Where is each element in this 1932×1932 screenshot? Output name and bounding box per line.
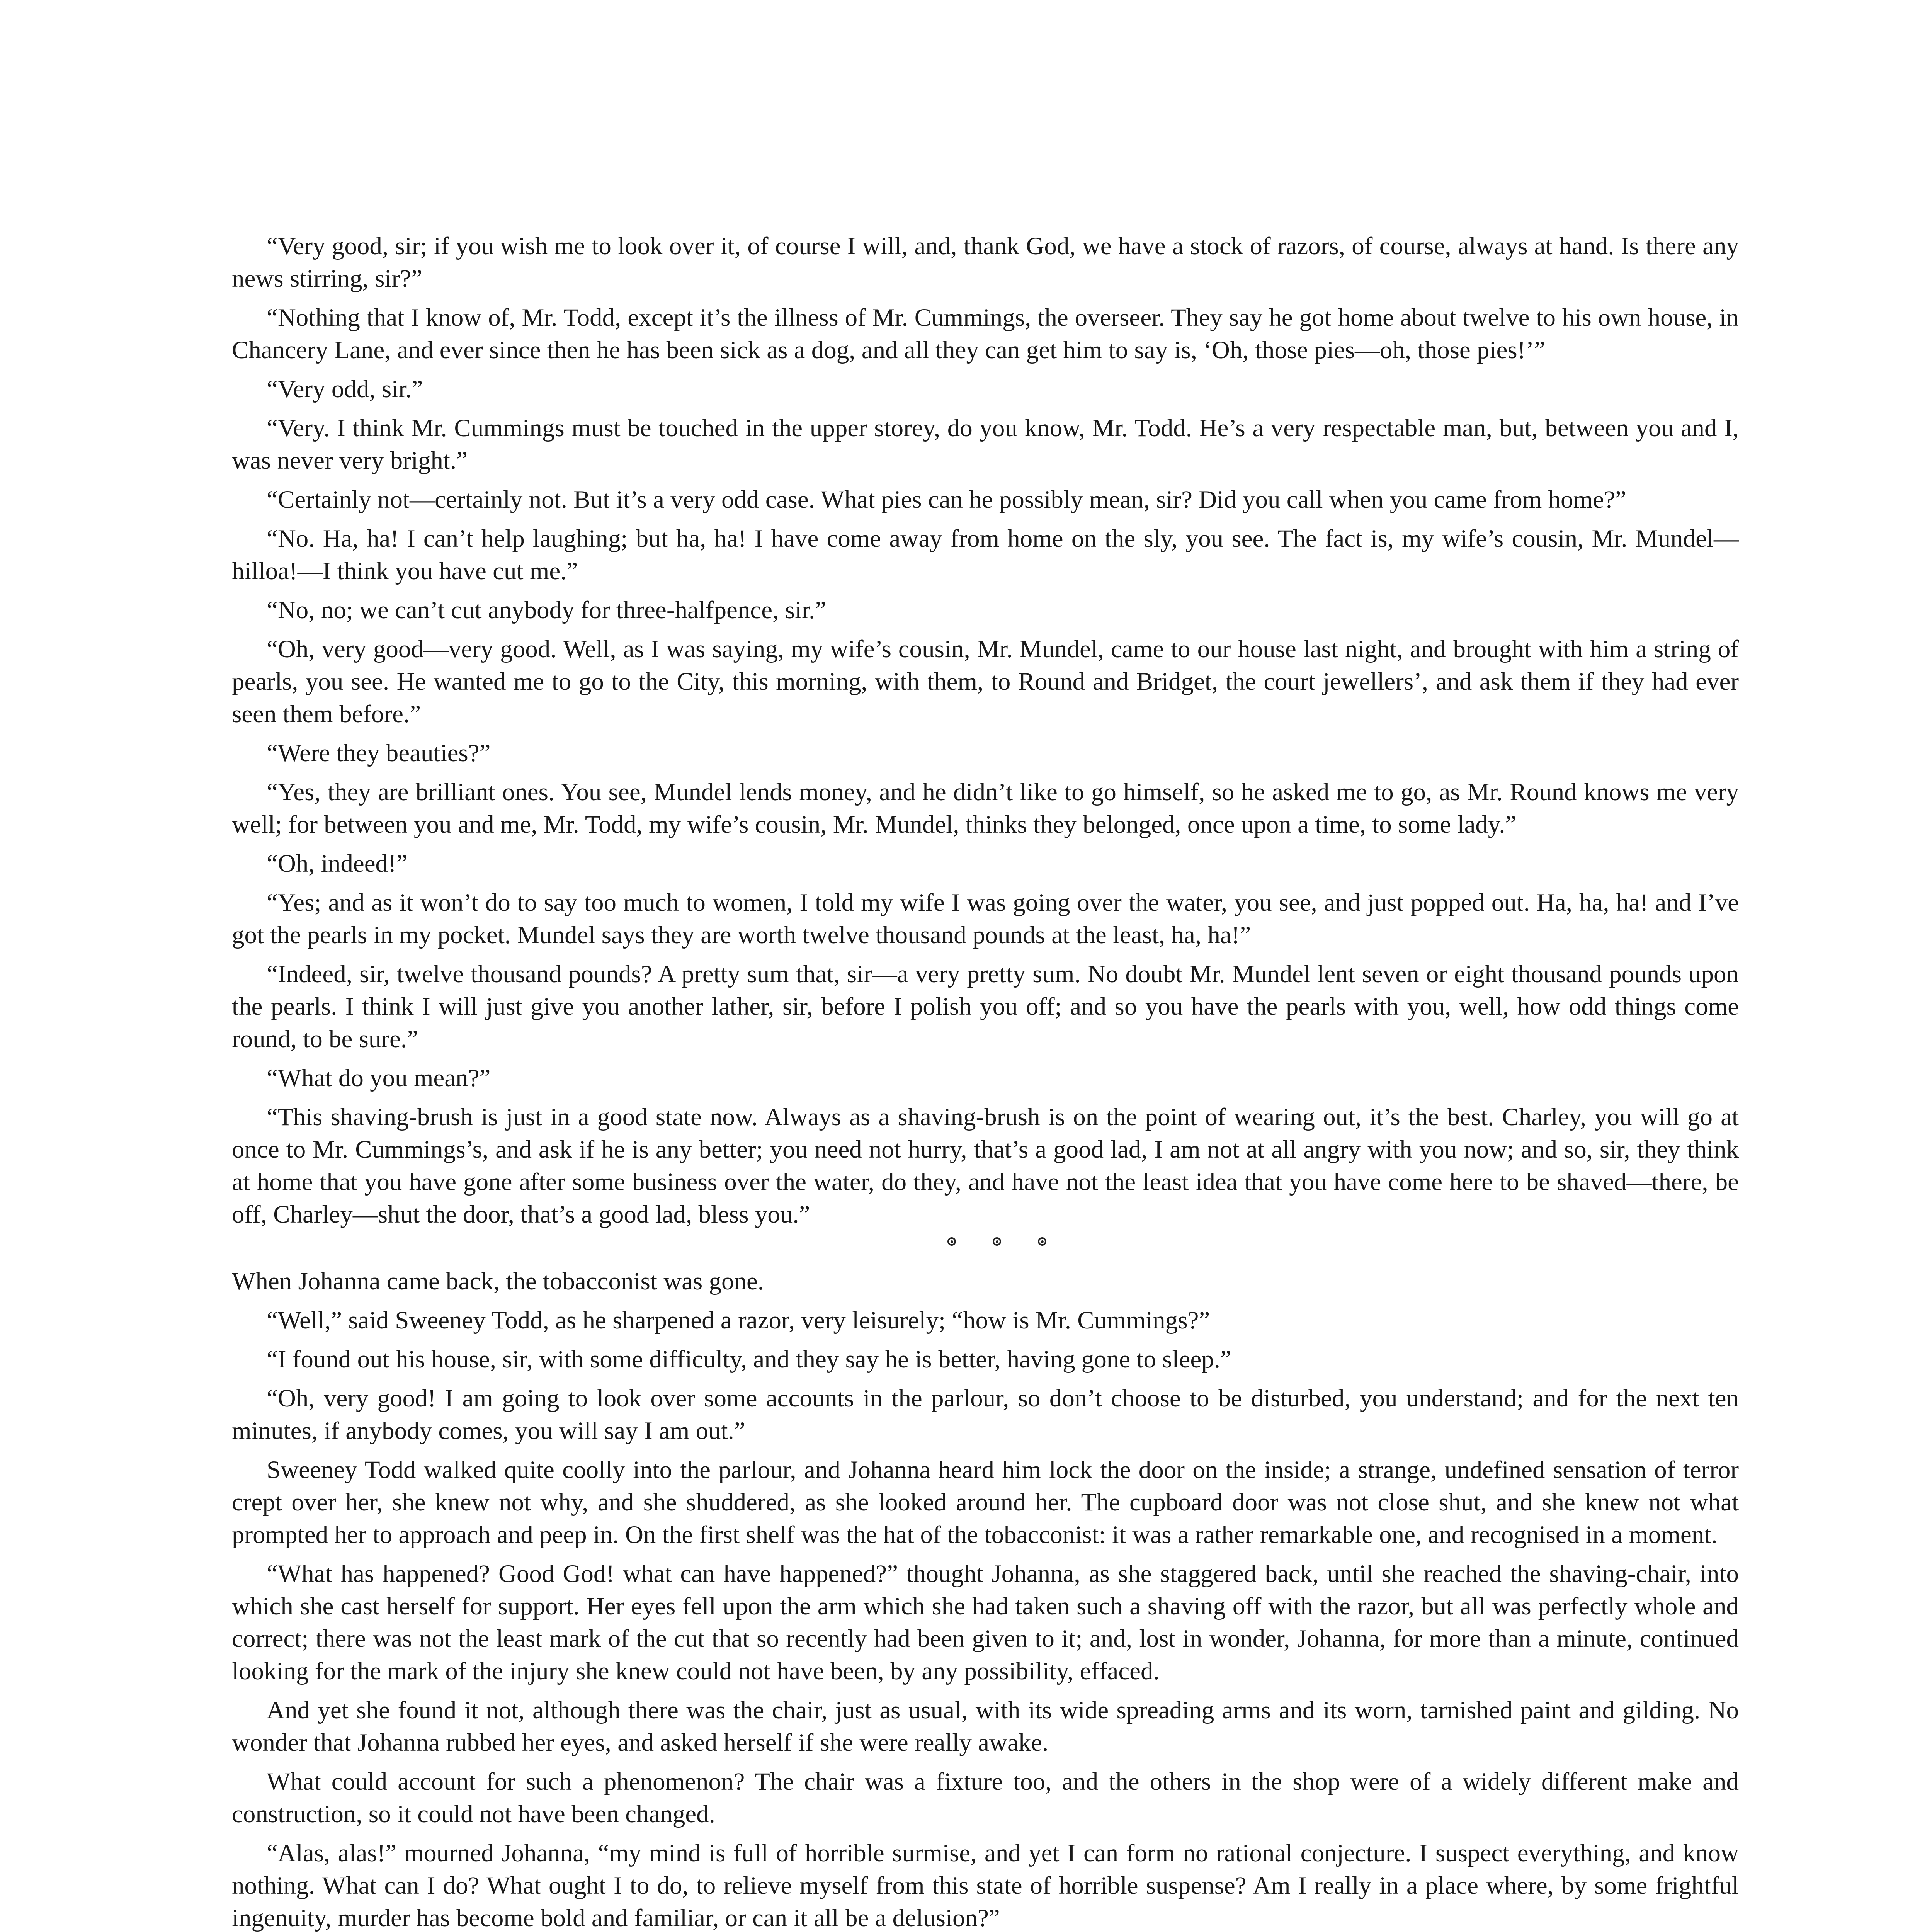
paragraph: “No. Ha, ha! I can’t help laughing; but ha, ha! I have come away from home on the sly, you see. The fact is, my wife’s cousin, Mr. Mundel—hilloa!—I think you have cut me.” [232, 525, 1739, 585]
page-text [232, 230, 1739, 1932]
paragraph: What could account for such a phenomenon? The chair was a fixture too, and the others in the shop were of a widely different make and construction, so it could not have been changed. [232, 1768, 1739, 1828]
paragraph: “Yes; and as it won’t do to say too much to women, I told my wife I was going over the water, you see, and just popped out. Ha, ha, ha! and I’ve got the pearls in my pocket. Mundel says they are worth twelve thousand pounds at the least, ha, ha!” [232, 889, 1739, 949]
paragraph: “Oh, very good—very good. Well, as I was saying, my wife’s cousin, Mr. Mundel, came to our house last night, and brought with him a string of pearls, you see. He wanted me to go to the City, this morning, with them, to Round and Bridget, the court jewellers’, and ask them if they had ever seen them before.” [232, 635, 1739, 728]
paragraph: “What has happened? Good God! what can have happened?” thought Johanna, as she staggered back, until she reached the shaving-chair, into which she cast herself for support. Her eyes fell upon the arm which she had taken such a shaving off with the razor, but all was perfectly whole and correct; there was not the least mark of the cut that so recently had been given to it; and, lost in wonder, Johanna, for more than a minute, continued looking for the mark of the injury she knew could not have been, by any possibility, effaced. [232, 1560, 1739, 1685]
paragraph: “Alas, alas!” mourned Johanna, “my mind is full of horrible surmise, and yet I can form no rational conjecture. I suspect everything, and know nothing. What can I do? What ought I to do, to relieve myself from this state of horrible suspense? Am I really in a place where, by some frightful ingenuity, murder has become bold and familiar, or can it all be a delusion?” [232, 1839, 1739, 1932]
bullet-icon [993, 1237, 1001, 1246]
paragraph: “Yes, they are brilliant ones. You see, Mundel lends money, and he didn’t like to go himself, so he asked me to go, as Mr. Round knows me very well; for between you and me, Mr. Todd, my wife’s cousin, Mr. Mundel, thinks they belonged, once upon a time, to some lady.” [232, 778, 1739, 838]
paragraph: “I found out his house, sir, with some difficulty, and they say he is better, having gone to sleep.” [267, 1345, 1231, 1373]
paragraph: “What do you mean?” [267, 1064, 491, 1092]
paragraph: “Very. I think Mr. Cummings must be touched in the upper storey, do you know, Mr. Todd. He’s a very respectable man, but, between you and I, was never very bright.” [232, 414, 1739, 474]
paragraph: “Oh, very good! I am going to look over some accounts in the parlour, so don’t choose to be disturbed, you understand; and for the next ten minutes, if anybody comes, you will say I am out.” [232, 1384, 1739, 1445]
paragraph: And yet she found it not, although there was the chair, just as usual, with its wide spreading arms and its worn, tarnished paint and gilding. No wonder that Johanna rubbed her eyes, and asked herself if she were really awake. [232, 1696, 1739, 1757]
paragraph: When Johanna came back, the tobacconist was gone. [232, 1267, 764, 1295]
paragraph: “Oh, indeed!” [267, 850, 408, 878]
paragraph: “Well,” said Sweeney Todd, as he sharpened a razor, very leisurely; “how is Mr. Cummings?” [267, 1306, 1210, 1334]
bullet-icon [947, 1237, 956, 1246]
paragraph: “Certainly not—certainly not. But it’s a very odd case. What pies can he possibly mean, sir? Did you call when you came from home?” [267, 486, 1626, 514]
scene-break [232, 1237, 1739, 1246]
paragraph: Sweeney Todd walked quite coolly into the parlour, and Johanna heard him lock the door on the inside; a strange, undefined sensation of terror crept over her, she knew not why, and she shuddered, as she looked around her. The cupboard door was not close shut, and she knew not what prompted her to approach and peep in. On the first shelf was the hat of the tobacconist: it was a rather remarkable one, and recognised in a moment. [232, 1456, 1739, 1549]
paragraph: “This shaving-brush is just in a good state now. Always as a shaving-brush is on the point of wearing out, it’s the best. Charley, you will go at once to Mr. Cummings’s, and ask if he is any better; you need not hurry, that’s a good lad, I am not at all angry with you now; and so, sir, they think at home that you have gone after some business over the water, do they, and have not the least idea that you have come here to be shaved—there, be off, Charley—shut the door, that’s a good lad, bless you.” [232, 1103, 1739, 1228]
paragraph: “No, no; we can’t cut anybody for three-halfpence, sir.” [267, 596, 827, 624]
paragraph: “Nothing that I know of, Mr. Todd, except it’s the illness of Mr. Cummings, the overseer. They say he got home about twelve to his own house, in Chancery Lane, and ever since then he has been sick as a dog, and all they can get him to say is, ‘Oh, those pies—oh, those pies!’” [232, 304, 1739, 364]
paragraph: “Indeed, sir, twelve thousand pounds? A pretty sum that, sir—a very pretty sum. No doubt Mr. Mundel lent seven or eight thousand pounds upon the pearls. I think I will just give you another lather, sir, before I polish you off; and so you have the pearls with you, well, how odd things come round, to be sure.” [232, 960, 1739, 1053]
paragraph: “Very odd, sir.” [267, 375, 423, 403]
paragraph: “Were they beauties?” [267, 739, 491, 767]
bullet-icon [1038, 1237, 1046, 1246]
paragraph: “Very good, sir; if you wish me to look over it, of course I will, and, thank God, we have a stock of razors, of course, always at hand. Is there any news stirring, sir?” [232, 232, 1739, 293]
